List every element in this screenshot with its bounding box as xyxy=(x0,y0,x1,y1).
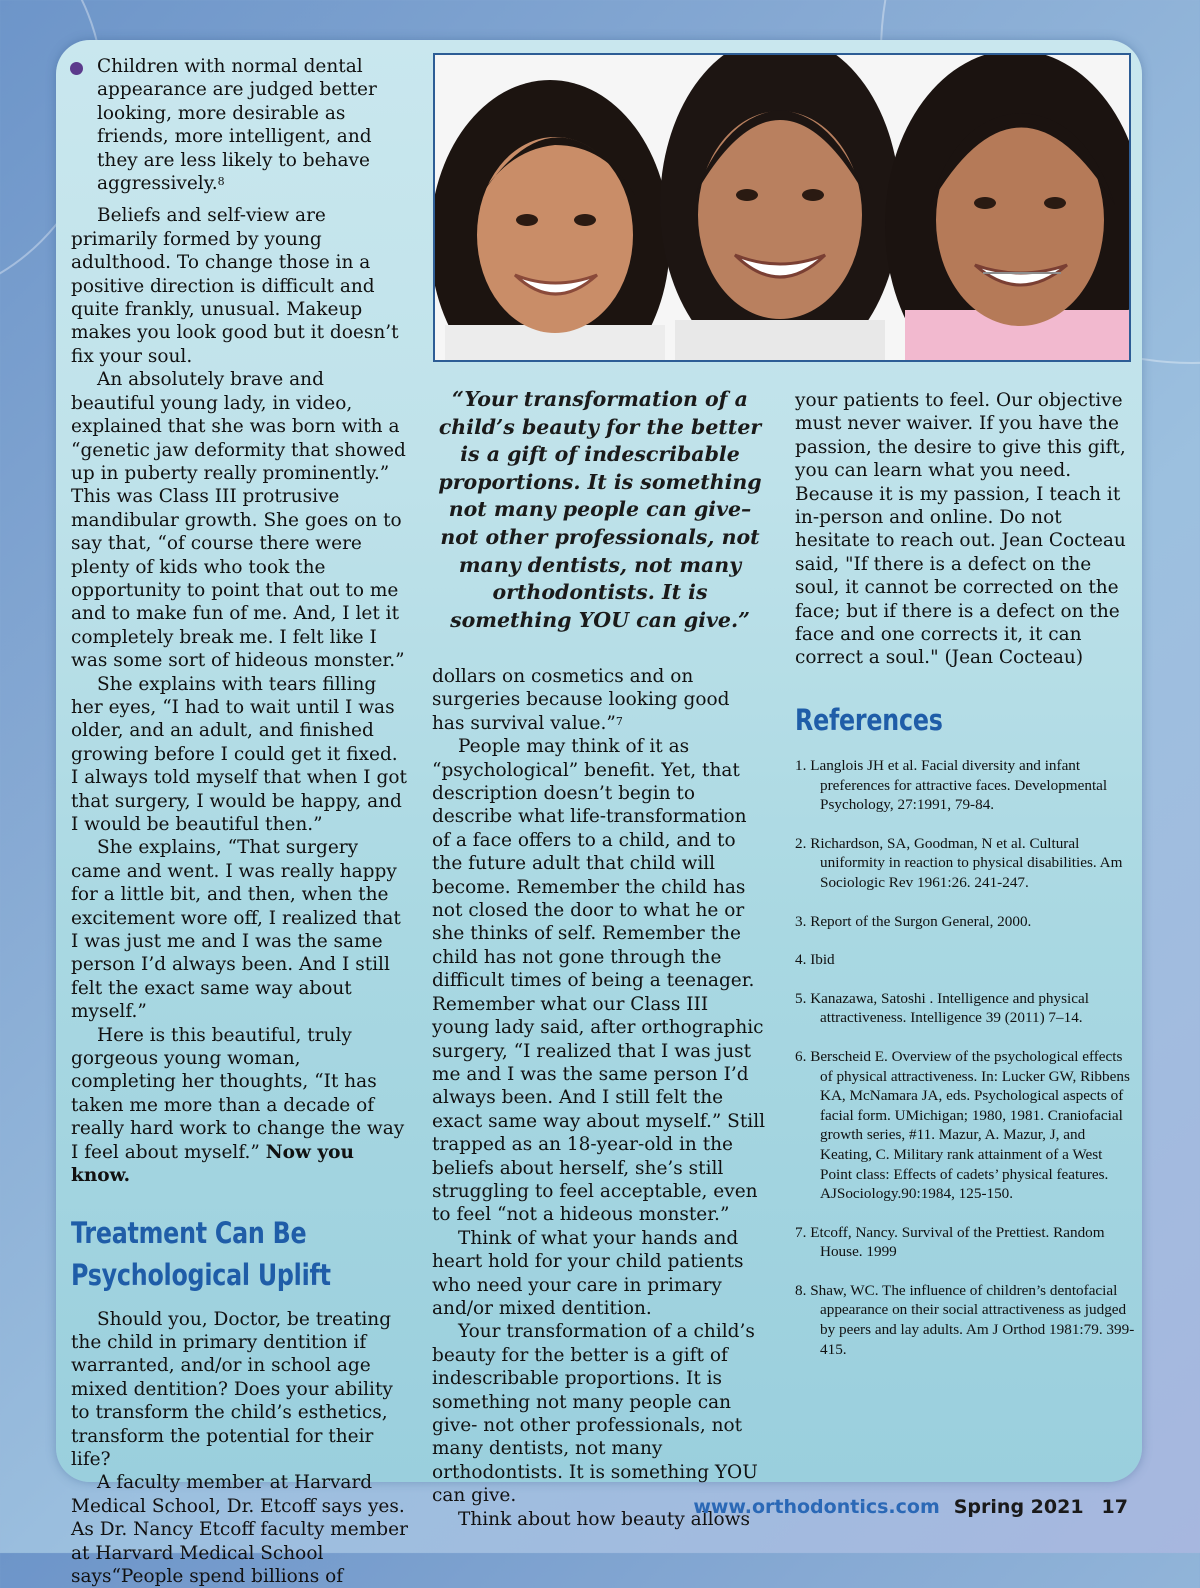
paragraph: A faculty member at Harvard Medical School, Dr. Etcoff says yes. As Dr. Nancy Etcoff faculty member at Harvard Medical School says“People spend billions of xyxy=(71,1472,408,1587)
reference-item: 3. Report of the Surgon General, 2000. xyxy=(795,912,1032,930)
photo-illustration xyxy=(435,55,1129,360)
issue-label: Spring 2021 xyxy=(953,1496,1084,1518)
paragraph: An absolutely brave and beautiful young lady, in video, explained that she was born with a “genetic jaw deformity that showed up in puberty really prominently.” This was Class III protrusive mandibular growth. She goes on to say that, “of course there were plenty of kids who took the opportunity to point that out to me and to make fun of me. And, I let it completely break me. I felt like I was some sort of hideous monster.” xyxy=(71,369,406,672)
children-smile-photo xyxy=(433,53,1131,362)
reference-item: 6. Berscheid E. Overview of the psychological effects of physical attractiveness. In: Lucker GW, Ribbens KA, McNamara JA, eds. Psychological aspects of facial form. UMichigan; 1980, 1981. Craniofacial growth series, #11. Mazur, A. Mazur, J, and Keating, C. Military rank attainment of a West Point class: Effects of cadets’ physical features. AJSociology.90:1984, 125-150. xyxy=(795,1047,1130,1203)
paragraph-text: Here is this beautiful, truly gorgeous young woman, completing her thoughts, “It has taken me more than a decade of really hard work to change the way I feel about myself.” xyxy=(71,1024,405,1163)
reference-item: 7. Etcoff, Nancy. Survival of the Prettiest. Random House. 1999 xyxy=(795,1223,1105,1261)
paragraph: She explains with tears filling her eyes, “I had to wait until I was older, and an adult, and finished growing before I could get it fixed. I always told myself that when I got that surgery, I would be happy, and I would be beautiful then.” xyxy=(71,673,407,835)
paragraph xyxy=(432,665,766,735)
bold-emphasis: Now you know. xyxy=(71,1141,354,1187)
paragraph: Should you, Doctor, be treating the child in primary dentition if warranted, and/or in school age mixed dentition? Does your ability to transform the child’s esthetics, transform the potential for their life? xyxy=(71,1308,393,1470)
paragraph: your patients to feel. Our objective must never waiver. If you have the passion, the desire to give this gift, you can learn what you need. Because it is my passion, I teach it in-person and online. Do not hesitate to reach out. Jean Cocteau said, "If there is a defect on the soul, it cannot be corrected on the face; but if there is a defect on the face and one corrects it, it can correct a soul." (Jean Cocteau) xyxy=(795,390,1126,669)
reference-item: 8. Shaw, WC. The influence of children’s dentofacial appearance on their social attractiveness as judged by peers and lay adults. Am J Orthod 1981:79. 399-415. xyxy=(795,1281,1135,1358)
paragraph: She explains, “That surgery came and went. I was really happy for a little bit, and then, when the excitement wore off, I realized that I was just me and I was the same person I’d always been. And I still felt the exact same way about myself.” xyxy=(71,837,401,1023)
page-footer xyxy=(693,1496,1128,1518)
paragraph: Think about how beauty allows xyxy=(458,1508,751,1530)
paragraph-text: dollars on cosmetics and on surgeries because looking good has survival value.” xyxy=(432,666,730,734)
page-number: 17 xyxy=(1101,1496,1128,1518)
bullet-dot-icon xyxy=(70,62,83,75)
reference-mark: 8 xyxy=(217,175,225,189)
reference-item: 4. Ibid xyxy=(795,951,835,969)
section-heading: Treatment Can Be Psychological Uplift xyxy=(71,1215,331,1292)
column-2 xyxy=(432,665,766,1531)
column-1 xyxy=(71,55,408,1588)
pull-quote: “Your transformation of a child’s beauty for the better is a gift of indescribable proportions. It is something not many people can give– not other professionals, not many dentists, not many orthodontists. It is something YOU can give.” xyxy=(438,387,762,632)
paragraph: Think of what your hands and heart hold for your child patients who need your care in primary and/or mixed dentition. xyxy=(432,1227,744,1319)
bullet-item xyxy=(43,55,408,195)
bullet-text: Children with normal dental appearance are judged better looking, more desirable as friends, more intelligent, and they are less likely to behave aggressively. xyxy=(97,56,377,195)
references-list xyxy=(795,756,1135,1378)
website-link[interactable]: www.orthodontics.com xyxy=(693,1496,940,1518)
column-3 xyxy=(795,389,1131,670)
references-heading: References xyxy=(795,703,943,737)
paragraph xyxy=(71,1024,408,1188)
reference-mark: 7 xyxy=(615,714,623,728)
reference-item: 1. Langlois JH et al. Facial diversity and infant preferences for attractive faces. Developmental Psychology, 27:1991, 79-84. xyxy=(795,757,1108,814)
paragraph: People may think of it as “psychological” benefit. Yet, that description doesn’t begin to describe what life-transformation of a face offers to a child, and to the future adult that child will become. Remember the child has not closed the door to what he or she thinks of self. Remember the child has not gone through the difficult times of being a teenager. Remember what our Class III young lady said, after orthographic surgery, “I realized that I was just me and I was the same person I’d always been. And I still felt the exact same way about myself.” Still trapped as an 18-year-old in the beliefs about herself, she’s still struggling to feel acceptable, even to feel “not a hideous monster.” xyxy=(432,736,766,1226)
reference-item: 2. Richardson, SA, Goodman, N et al. Cultural uniformity in reaction to physical disabilities. Am Sociologic Rev 1961:26. 241-247. xyxy=(795,834,1123,891)
paragraph: Your transformation of a child’s beauty for the better is a gift of indescribable proportions. It is something not many people can give- not other professionals, not many dentists, not many orthodontists. It is something YOU can give. xyxy=(432,1321,758,1507)
paragraph: Beliefs and self-view are primarily formed by young adulthood. To change those in a positive direction is difficult and quite frankly, unusual. Makeup makes you look good but it doesn’t fix your soul. xyxy=(71,205,399,367)
reference-item: 5. Kanazawa, Satoshi . Intelligence and physical attractiveness. Intelligence 39 (2011) 7–14. xyxy=(795,989,1089,1027)
